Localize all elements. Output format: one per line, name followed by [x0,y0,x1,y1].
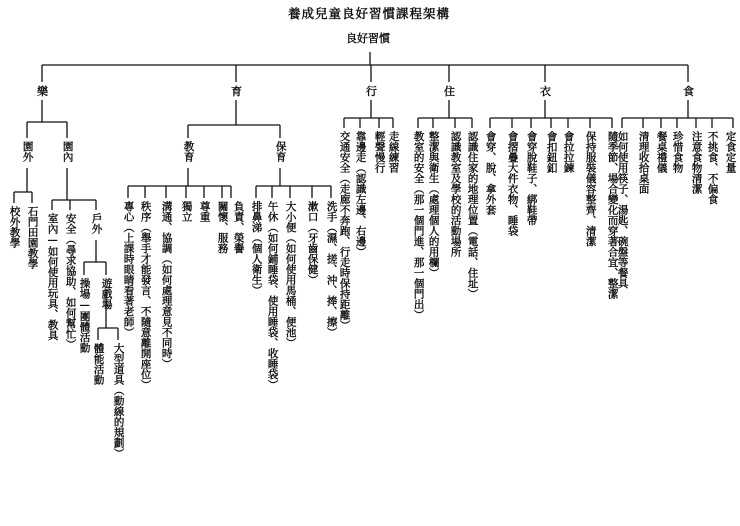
yu-jiaoyu-item: 溝通、協調（如何處理意見不同時） [160,201,173,369]
yi-item: 會拉拉鍊 [562,131,575,173]
le-youxichang: 遊戲場 [100,278,113,310]
yu-baoyu-item: 大小便（如何使用馬桶、便池） [284,201,297,348]
yu-baoyu: 保育 [274,141,287,162]
yu-jiaoyu-item: 獨立 [180,201,193,222]
yu-jiaoyu-item: 專心（上課時眼睛看著老師） [122,201,135,338]
xing-item: 靠邊走（認識左邊、右邊） [354,131,367,257]
zhu-item: 認識教室及學校的活動場所 [449,131,462,257]
le-yuanwai: 園外 [21,141,34,162]
shi-item: 如何使用筷子、湯匙、碗盤等餐具 [616,131,629,289]
root-node: 良好習慣 [346,32,390,45]
yi-item: 會穿脫鞋子、綁鞋帶 [525,131,538,226]
shi-item: 清理收拾桌面 [637,131,650,194]
yu-baoyu-item: 漱口（牙齒保健） [306,201,319,285]
le-xiaowai: 校外教學 [8,206,21,248]
page-title: 養成兒童良好習慣課程架構 [288,6,451,21]
category-yi: 衣 [540,85,551,98]
yu-baoyu-item: 排鼻涕（個人衛生） [250,201,263,296]
le-caochang: 操場—團體活動 [78,278,91,353]
le-yuannei: 園內 [61,141,74,162]
shi-item: 不挑食、不偏食 [706,131,719,205]
le-dadaoju: 大型道具（動線的規劃） [112,343,125,459]
yi-item: 會穿、脫、拿外套 [484,131,497,215]
yi-item: 隨季節、場合變化而穿著合宜、整潔 [606,131,619,299]
category-shi: 食 [683,85,694,98]
category-le: 樂 [37,85,48,98]
xing-item: 輕聲慢行 [373,131,386,173]
yi-item: 會摺疊大件衣物、睡袋 [506,131,519,236]
zhu-item: 認識住家的地理位置（電話、住址） [466,131,479,299]
xing-item: 交通安全（走廊不奔跑、行走時保持距離） [338,131,351,331]
le-tineng: 體能活動 [92,343,105,385]
shi-item: 注意食物清潔 [690,131,703,194]
shi-item: 餐桌禮儀 [655,131,668,173]
yu-baoyu-item: 午休（如何鋪睡袋、使用睡袋、收睡袋） [266,201,279,390]
category-zhu: 住 [444,85,455,98]
category-yu: 育 [231,85,242,98]
zhu-item: 教室的安全（那一個門進、那一個門出） [412,131,425,320]
yu-jiaoyu-item: 尊重 [198,201,211,222]
shi-item: 定食定量 [724,131,737,173]
le-shimen: 石門田園教學 [26,206,39,269]
le-anquan: 安全（尋求協助、如何幫忙） [64,213,77,350]
zhu-item: 整潔與衛生（處理個人的用欄） [427,131,440,278]
yu-jiaoyu-item: 負責、榮譽 [232,201,245,254]
le-huwai: 戶外 [90,213,103,234]
xing-item: 走線練習 [387,131,400,173]
yu-jiaoyu: 教育 [182,141,195,162]
yu-baoyu-item: 洗手（濕、搓、沖、捧、擦） [325,201,338,338]
yu-jiaoyu-item: 秩序（舉手才能發言、不隨意離開座位） [139,201,152,390]
le-shinei: 室內—如何使用玩具、教具 [46,213,59,341]
shi-item: 珍惜食物 [671,131,684,173]
yi-item: 保持服裝儀容整齊、清潔 [584,131,597,247]
yu-jiaoyu-item: 關懷、服務 [216,201,229,254]
category-xing: 行 [366,85,377,98]
yi-item: 會扣鈕釦 [545,131,558,173]
